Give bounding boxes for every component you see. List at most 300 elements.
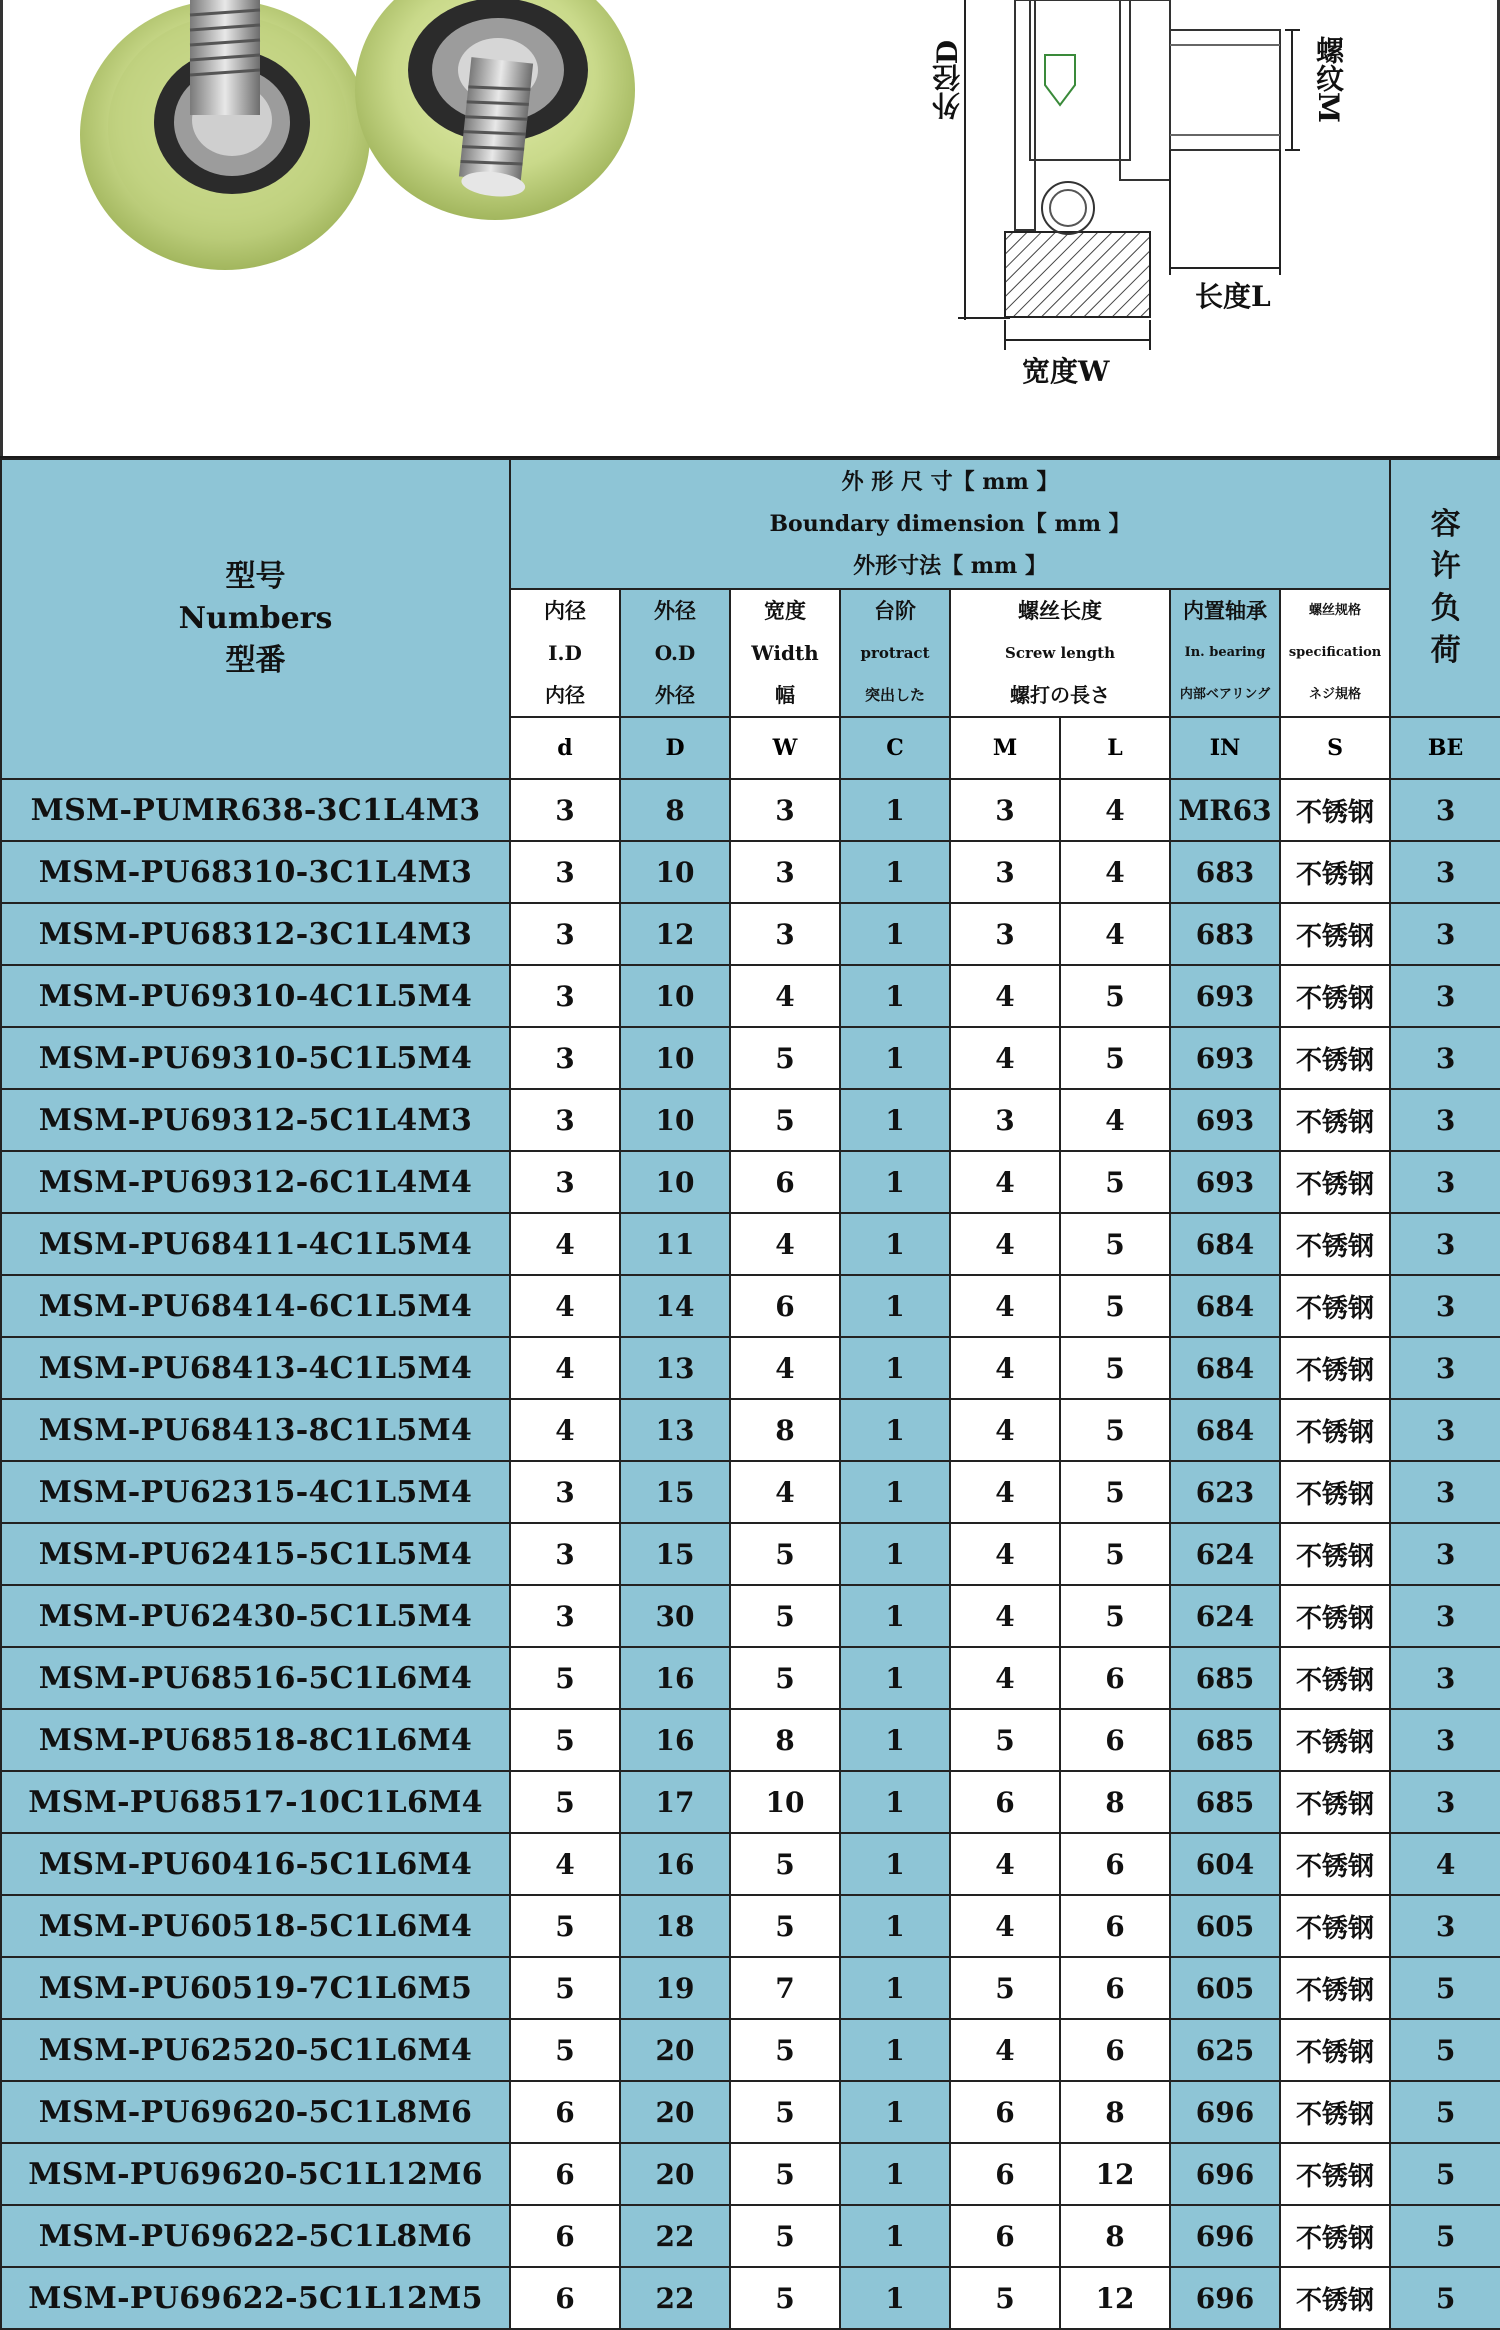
spec-cell: 不锈钢 bbox=[1280, 1833, 1390, 1895]
spec-cell: 不锈钢 bbox=[1280, 2143, 1390, 2205]
col-width-header: 宽度 Width 幅 bbox=[730, 589, 840, 717]
col-id-header: 内径 I.D 内径 bbox=[510, 589, 620, 717]
load-cell: 3 bbox=[1390, 1089, 1500, 1151]
width-cell: 3 bbox=[730, 779, 840, 841]
spec-cell: 不锈钢 bbox=[1280, 1337, 1390, 1399]
table-row bbox=[1, 1399, 1500, 1461]
id-cell: 6 bbox=[510, 2205, 620, 2267]
id-cell: 3 bbox=[510, 1151, 620, 1213]
model-cell: MSM-PU62415-5C1L5M4 bbox=[1, 1523, 510, 1585]
spec-cell: 不锈钢 bbox=[1280, 1523, 1390, 1585]
width-cell: 5 bbox=[730, 1647, 840, 1709]
od-cell: 10 bbox=[620, 965, 730, 1027]
protract-cell: 1 bbox=[840, 1647, 950, 1709]
thread-m-cell: 4 bbox=[950, 1151, 1060, 1213]
od-cell: 10 bbox=[620, 841, 730, 903]
protract-cell: 1 bbox=[840, 1275, 950, 1337]
load-cell: 5 bbox=[1390, 1957, 1500, 2019]
protract-cell: 1 bbox=[840, 1151, 950, 1213]
spec-cell: 不锈钢 bbox=[1280, 2019, 1390, 2081]
model-cell: MSM-PU60518-5C1L6M4 bbox=[1, 1895, 510, 1957]
model-cell: MSM-PU60416-5C1L6M4 bbox=[1, 1833, 510, 1895]
protract-cell: 1 bbox=[840, 1585, 950, 1647]
length-l-cell: 5 bbox=[1060, 1461, 1170, 1523]
symbol-D: D bbox=[620, 717, 730, 779]
spec-cell: 不锈钢 bbox=[1280, 1709, 1390, 1771]
spec-cell: 不锈钢 bbox=[1280, 1399, 1390, 1461]
length-l-cell: 6 bbox=[1060, 1957, 1170, 2019]
table-row bbox=[1, 1771, 1500, 1833]
load-cell: 3 bbox=[1390, 1213, 1500, 1275]
thread-m-cell: 5 bbox=[950, 1957, 1060, 2019]
pu-wheel-photo-1 bbox=[80, 0, 370, 270]
length-l-cell: 6 bbox=[1060, 2019, 1170, 2081]
id-cell: 3 bbox=[510, 779, 620, 841]
length-l-cell: 8 bbox=[1060, 2081, 1170, 2143]
protract-cell: 1 bbox=[840, 1771, 950, 1833]
product-header-area bbox=[0, 0, 1500, 458]
spec-cell: 不锈钢 bbox=[1280, 1089, 1390, 1151]
spec-cell: 不锈钢 bbox=[1280, 1027, 1390, 1089]
model-cell: MSM-PU68310-3C1L4M3 bbox=[1, 841, 510, 903]
load-cell: 3 bbox=[1390, 1027, 1500, 1089]
od-cell: 15 bbox=[620, 1523, 730, 1585]
symbol-L: L bbox=[1060, 717, 1170, 779]
model-cell: MSM-PU62315-4C1L5M4 bbox=[1, 1461, 510, 1523]
bearing-cell: 604 bbox=[1170, 1833, 1280, 1895]
bearing-cell: 696 bbox=[1170, 2081, 1280, 2143]
symbol-d: d bbox=[510, 717, 620, 779]
bearing-cell: 696 bbox=[1170, 2143, 1280, 2205]
table-row bbox=[1, 1523, 1500, 1585]
id-cell: 6 bbox=[510, 2081, 620, 2143]
table-row bbox=[1, 2267, 1500, 2329]
model-cell: MSM-PU62430-5C1L5M4 bbox=[1, 1585, 510, 1647]
label-outer-diameter: 外径D bbox=[931, 40, 964, 121]
pu-wheel-photo-2 bbox=[355, 0, 635, 220]
thread-m-cell: 4 bbox=[950, 1461, 1060, 1523]
load-cell: 3 bbox=[1390, 1585, 1500, 1647]
bearing-cell: MR63 bbox=[1170, 779, 1280, 841]
spec-cell: 不锈钢 bbox=[1280, 1213, 1390, 1275]
col-screw-length-header: 螺丝长度 Screw length 螺打の長さ bbox=[950, 589, 1170, 717]
thread-m-cell: 4 bbox=[950, 1585, 1060, 1647]
thread-m-cell: 4 bbox=[950, 1895, 1060, 1957]
od-cell: 22 bbox=[620, 2205, 730, 2267]
thread-m-cell: 5 bbox=[950, 1709, 1060, 1771]
od-cell: 20 bbox=[620, 2143, 730, 2205]
id-cell: 6 bbox=[510, 2267, 620, 2329]
load-cell: 3 bbox=[1390, 1461, 1500, 1523]
load-cell: 3 bbox=[1390, 779, 1500, 841]
id-cell: 4 bbox=[510, 1275, 620, 1337]
col-protract-header: 台阶 protract 突出した bbox=[840, 589, 950, 717]
length-l-cell: 12 bbox=[1060, 2267, 1170, 2329]
protract-cell: 1 bbox=[840, 1895, 950, 1957]
length-l-cell: 4 bbox=[1060, 841, 1170, 903]
bearing-cell: 684 bbox=[1170, 1399, 1280, 1461]
id-cell: 5 bbox=[510, 1771, 620, 1833]
protract-cell: 1 bbox=[840, 1523, 950, 1585]
symbol-IN: IN bbox=[1170, 717, 1280, 779]
protract-cell: 1 bbox=[840, 2205, 950, 2267]
width-cell: 4 bbox=[730, 1213, 840, 1275]
load-cell: 3 bbox=[1390, 841, 1500, 903]
od-cell: 13 bbox=[620, 1399, 730, 1461]
table-row bbox=[1, 2205, 1500, 2267]
thread-m-cell: 3 bbox=[950, 779, 1060, 841]
table-row bbox=[1, 1275, 1500, 1337]
id-cell: 4 bbox=[510, 1833, 620, 1895]
load-cell: 5 bbox=[1390, 2205, 1500, 2267]
protract-cell: 1 bbox=[840, 2267, 950, 2329]
model-cell: MSM-PUMR638-3C1L4M3 bbox=[1, 779, 510, 841]
table-row bbox=[1, 1213, 1500, 1275]
symbol-W: W bbox=[730, 717, 840, 779]
length-l-cell: 6 bbox=[1060, 1895, 1170, 1957]
load-cell: 5 bbox=[1390, 2143, 1500, 2205]
length-l-cell: 8 bbox=[1060, 2205, 1170, 2267]
spec-cell: 不锈钢 bbox=[1280, 903, 1390, 965]
bearing-cell: 625 bbox=[1170, 2019, 1280, 2081]
load-cell: 3 bbox=[1390, 903, 1500, 965]
bearing-cell: 605 bbox=[1170, 1895, 1280, 1957]
thread-m-cell: 4 bbox=[950, 1399, 1060, 1461]
od-cell: 8 bbox=[620, 779, 730, 841]
bearing-cell: 685 bbox=[1170, 1771, 1280, 1833]
table-row bbox=[1, 779, 1500, 841]
bearing-cell: 685 bbox=[1170, 1709, 1280, 1771]
id-cell: 3 bbox=[510, 1461, 620, 1523]
load-cell: 3 bbox=[1390, 1151, 1500, 1213]
thread-m-cell: 4 bbox=[950, 1027, 1060, 1089]
label-width: 宽度W bbox=[1022, 355, 1110, 388]
thread-m-cell: 6 bbox=[950, 1771, 1060, 1833]
bearing-cell: 696 bbox=[1170, 2205, 1280, 2267]
table-row bbox=[1, 2019, 1500, 2081]
protract-cell: 1 bbox=[840, 1027, 950, 1089]
od-cell: 17 bbox=[620, 1771, 730, 1833]
spec-cell: 不锈钢 bbox=[1280, 2205, 1390, 2267]
width-cell: 7 bbox=[730, 1957, 840, 2019]
id-cell: 3 bbox=[510, 903, 620, 965]
spec-cell: 不锈钢 bbox=[1280, 1957, 1390, 2019]
thread-m-cell: 4 bbox=[950, 1833, 1060, 1895]
protract-cell: 1 bbox=[840, 1337, 950, 1399]
length-l-cell: 5 bbox=[1060, 1399, 1170, 1461]
spec-cell: 不锈钢 bbox=[1280, 1275, 1390, 1337]
bearing-cell: 605 bbox=[1170, 1957, 1280, 2019]
width-cell: 10 bbox=[730, 1771, 840, 1833]
protract-cell: 1 bbox=[840, 903, 950, 965]
length-l-cell: 5 bbox=[1060, 1585, 1170, 1647]
width-cell: 5 bbox=[730, 2205, 840, 2267]
od-cell: 18 bbox=[620, 1895, 730, 1957]
col-spec-header: 螺丝规格 specification ネジ規格 bbox=[1280, 589, 1390, 717]
thread-m-cell: 6 bbox=[950, 2081, 1060, 2143]
length-l-cell: 6 bbox=[1060, 1647, 1170, 1709]
od-cell: 16 bbox=[620, 1647, 730, 1709]
length-l-cell: 12 bbox=[1060, 2143, 1170, 2205]
model-cell: MSM-PU69312-5C1L4M3 bbox=[1, 1089, 510, 1151]
id-cell: 5 bbox=[510, 1895, 620, 1957]
length-l-cell: 5 bbox=[1060, 1337, 1170, 1399]
table-row bbox=[1, 965, 1500, 1027]
load-cell: 3 bbox=[1390, 1523, 1500, 1585]
table-row bbox=[1, 2081, 1500, 2143]
id-cell: 5 bbox=[510, 2019, 620, 2081]
bearing-cell: 696 bbox=[1170, 2267, 1280, 2329]
length-l-cell: 6 bbox=[1060, 1709, 1170, 1771]
bearing-cell: 684 bbox=[1170, 1275, 1280, 1337]
width-cell: 5 bbox=[730, 1585, 840, 1647]
load-cell: 3 bbox=[1390, 1399, 1500, 1461]
model-cell: MSM-PU68411-4C1L5M4 bbox=[1, 1213, 510, 1275]
table-row bbox=[1, 1647, 1500, 1709]
width-cell: 4 bbox=[730, 1461, 840, 1523]
load-cell: 3 bbox=[1390, 1709, 1500, 1771]
spec-cell: 不锈钢 bbox=[1280, 2267, 1390, 2329]
width-cell: 5 bbox=[730, 2267, 840, 2329]
length-l-cell: 8 bbox=[1060, 1771, 1170, 1833]
model-cell: MSM-PU68413-4C1L5M4 bbox=[1, 1337, 510, 1399]
model-cell: MSM-PU69310-5C1L5M4 bbox=[1, 1027, 510, 1089]
id-cell: 3 bbox=[510, 1089, 620, 1151]
model-cell: MSM-PU68414-6C1L5M4 bbox=[1, 1275, 510, 1337]
bearing-cell: 693 bbox=[1170, 1151, 1280, 1213]
thread-m-cell: 3 bbox=[950, 903, 1060, 965]
protract-cell: 1 bbox=[840, 779, 950, 841]
protract-cell: 1 bbox=[840, 1089, 950, 1151]
table-row bbox=[1, 1151, 1500, 1213]
load-cell: 3 bbox=[1390, 1275, 1500, 1337]
product-images bbox=[0, 0, 1500, 458]
od-cell: 19 bbox=[620, 1957, 730, 2019]
model-cell: MSM-PU68518-8C1L6M4 bbox=[1, 1709, 510, 1771]
width-cell: 5 bbox=[730, 2019, 840, 2081]
symbol-S: S bbox=[1280, 717, 1390, 779]
load-cell: 5 bbox=[1390, 2019, 1500, 2081]
model-cell: MSM-PU69622-5C1L8M6 bbox=[1, 2205, 510, 2267]
load-cell: 3 bbox=[1390, 965, 1500, 1027]
table-row bbox=[1, 2143, 1500, 2205]
spec-cell: 不锈钢 bbox=[1280, 841, 1390, 903]
load-header: 容 许 负 荷 bbox=[1390, 459, 1500, 717]
protract-cell: 1 bbox=[840, 2081, 950, 2143]
id-cell: 6 bbox=[510, 2143, 620, 2205]
od-cell: 10 bbox=[620, 1089, 730, 1151]
od-cell: 16 bbox=[620, 1833, 730, 1895]
bearing-cell: 685 bbox=[1170, 1647, 1280, 1709]
bearing-cell: 693 bbox=[1170, 965, 1280, 1027]
thread-m-cell: 4 bbox=[950, 1647, 1060, 1709]
thread-m-cell: 4 bbox=[950, 965, 1060, 1027]
length-l-cell: 4 bbox=[1060, 1089, 1170, 1151]
od-cell: 10 bbox=[620, 1027, 730, 1089]
symbol-M: M bbox=[950, 717, 1060, 779]
thread-m-cell: 4 bbox=[950, 1275, 1060, 1337]
bearing-cell: 623 bbox=[1170, 1461, 1280, 1523]
table-row bbox=[1, 903, 1500, 965]
protract-cell: 1 bbox=[840, 2143, 950, 2205]
od-cell: 22 bbox=[620, 2267, 730, 2329]
col-od-header: 外径 O.D 外径 bbox=[620, 589, 730, 717]
id-cell: 3 bbox=[510, 1585, 620, 1647]
protract-cell: 1 bbox=[840, 1461, 950, 1523]
od-cell: 10 bbox=[620, 1151, 730, 1213]
od-cell: 14 bbox=[620, 1275, 730, 1337]
thread-m-cell: 4 bbox=[950, 2019, 1060, 2081]
load-cell: 4 bbox=[1390, 1833, 1500, 1895]
table-row bbox=[1, 841, 1500, 903]
model-cell: MSM-PU69310-4C1L5M4 bbox=[1, 965, 510, 1027]
thread-m-cell: 4 bbox=[950, 1523, 1060, 1585]
bearing-cell: 684 bbox=[1170, 1337, 1280, 1399]
length-l-cell: 5 bbox=[1060, 1213, 1170, 1275]
table-row bbox=[1, 1027, 1500, 1089]
table-row bbox=[1, 1089, 1500, 1151]
od-cell: 30 bbox=[620, 1585, 730, 1647]
load-cell: 3 bbox=[1390, 1647, 1500, 1709]
model-cell: MSM-PU68516-5C1L6M4 bbox=[1, 1647, 510, 1709]
model-cell: MSM-PU68312-3C1L4M3 bbox=[1, 903, 510, 965]
label-length: 长度L bbox=[1195, 280, 1271, 313]
thread-m-cell: 6 bbox=[950, 2205, 1060, 2267]
id-cell: 5 bbox=[510, 1957, 620, 2019]
model-header: 型号 Numbers 型番 bbox=[1, 459, 510, 779]
load-cell: 5 bbox=[1390, 2081, 1500, 2143]
protract-cell: 1 bbox=[840, 1957, 950, 2019]
protract-cell: 1 bbox=[840, 1213, 950, 1275]
od-cell: 20 bbox=[620, 2019, 730, 2081]
protract-cell: 1 bbox=[840, 1833, 950, 1895]
model-cell: MSM-PU68517-10C1L6M4 bbox=[1, 1771, 510, 1833]
bearing-cell: 684 bbox=[1170, 1213, 1280, 1275]
spec-cell: 不锈钢 bbox=[1280, 779, 1390, 841]
length-l-cell: 5 bbox=[1060, 1151, 1170, 1213]
bearing-cell: 683 bbox=[1170, 903, 1280, 965]
id-cell: 4 bbox=[510, 1213, 620, 1275]
model-cell: MSM-PU60519-7C1L6M5 bbox=[1, 1957, 510, 2019]
model-cell: MSM-PU69620-5C1L12M6 bbox=[1, 2143, 510, 2205]
dimension-header: 外 形 尺 寸【 mm 】 Boundary dimension【 mm 】 外形寸法【 mm 】 bbox=[510, 459, 1390, 589]
bearing-cell: 693 bbox=[1170, 1027, 1280, 1089]
protract-cell: 1 bbox=[840, 1399, 950, 1461]
thread-m-cell: 5 bbox=[950, 2267, 1060, 2329]
col-bearing-header: 内置轴承 In. bearing 内部ベアリング bbox=[1170, 589, 1280, 717]
od-cell: 20 bbox=[620, 2081, 730, 2143]
id-cell: 4 bbox=[510, 1337, 620, 1399]
od-cell: 16 bbox=[620, 1709, 730, 1771]
protract-cell: 1 bbox=[840, 2019, 950, 2081]
thread-m-cell: 4 bbox=[950, 1337, 1060, 1399]
length-l-cell: 4 bbox=[1060, 903, 1170, 965]
od-cell: 13 bbox=[620, 1337, 730, 1399]
spec-cell: 不锈钢 bbox=[1280, 1585, 1390, 1647]
thread-m-cell: 6 bbox=[950, 2143, 1060, 2205]
id-cell: 3 bbox=[510, 1027, 620, 1089]
table-row bbox=[1, 1833, 1500, 1895]
table-row bbox=[1, 1337, 1500, 1399]
length-l-cell: 5 bbox=[1060, 965, 1170, 1027]
thread-m-cell: 3 bbox=[950, 841, 1060, 903]
width-cell: 5 bbox=[730, 1523, 840, 1585]
width-cell: 5 bbox=[730, 2143, 840, 2205]
bearing-cell: 683 bbox=[1170, 841, 1280, 903]
spec-cell: 不锈钢 bbox=[1280, 965, 1390, 1027]
id-cell: 5 bbox=[510, 1647, 620, 1709]
width-cell: 8 bbox=[730, 1709, 840, 1771]
length-l-cell: 5 bbox=[1060, 1275, 1170, 1337]
table-row bbox=[1, 1895, 1500, 1957]
label-thread: 螺纹M bbox=[1312, 36, 1345, 123]
spec-cell: 不锈钢 bbox=[1280, 1895, 1390, 1957]
spec-cell: 不锈钢 bbox=[1280, 1151, 1390, 1213]
id-cell: 4 bbox=[510, 1399, 620, 1461]
width-cell: 5 bbox=[730, 2081, 840, 2143]
load-cell: 3 bbox=[1390, 1895, 1500, 1957]
width-cell: 8 bbox=[730, 1399, 840, 1461]
length-l-cell: 6 bbox=[1060, 1833, 1170, 1895]
id-cell: 3 bbox=[510, 1523, 620, 1585]
length-l-cell: 5 bbox=[1060, 1523, 1170, 1585]
width-cell: 4 bbox=[730, 1337, 840, 1399]
width-cell: 3 bbox=[730, 903, 840, 965]
width-cell: 5 bbox=[730, 1895, 840, 1957]
protract-cell: 1 bbox=[840, 965, 950, 1027]
symbol-C: C bbox=[840, 717, 950, 779]
table-row bbox=[1, 1461, 1500, 1523]
load-cell: 3 bbox=[1390, 1337, 1500, 1399]
id-cell: 3 bbox=[510, 841, 620, 903]
length-l-cell: 5 bbox=[1060, 1027, 1170, 1089]
id-cell: 5 bbox=[510, 1709, 620, 1771]
od-cell: 12 bbox=[620, 903, 730, 965]
table-row bbox=[1, 1957, 1500, 2019]
spec-cell: 不锈钢 bbox=[1280, 1461, 1390, 1523]
od-cell: 15 bbox=[620, 1461, 730, 1523]
od-cell: 11 bbox=[620, 1213, 730, 1275]
id-cell: 3 bbox=[510, 965, 620, 1027]
length-l-cell: 4 bbox=[1060, 779, 1170, 841]
bearing-cell: 624 bbox=[1170, 1585, 1280, 1647]
width-cell: 4 bbox=[730, 965, 840, 1027]
thread-m-cell: 3 bbox=[950, 1089, 1060, 1151]
model-cell: MSM-PU62520-5C1L6M4 bbox=[1, 2019, 510, 2081]
model-cell: MSM-PU68413-8C1L5M4 bbox=[1, 1399, 510, 1461]
model-cell: MSM-PU69620-5C1L8M6 bbox=[1, 2081, 510, 2143]
symbol-BE: BE bbox=[1390, 717, 1500, 779]
spec-cell: 不锈钢 bbox=[1280, 2081, 1390, 2143]
bearing-cell: 624 bbox=[1170, 1523, 1280, 1585]
thread-m-cell: 4 bbox=[950, 1213, 1060, 1275]
width-cell: 5 bbox=[730, 1089, 840, 1151]
protract-cell: 1 bbox=[840, 841, 950, 903]
spec-cell: 不锈钢 bbox=[1280, 1771, 1390, 1833]
width-cell: 6 bbox=[730, 1151, 840, 1213]
width-cell: 5 bbox=[730, 1833, 840, 1895]
table-row bbox=[1, 1709, 1500, 1771]
load-cell: 5 bbox=[1390, 2267, 1500, 2329]
load-cell: 3 bbox=[1390, 1771, 1500, 1833]
model-cell: MSM-PU69622-5C1L12M5 bbox=[1, 2267, 510, 2329]
width-cell: 5 bbox=[730, 1027, 840, 1089]
model-cell: MSM-PU69312-6C1L4M4 bbox=[1, 1151, 510, 1213]
bearing-cell: 693 bbox=[1170, 1089, 1280, 1151]
spec-cell: 不锈钢 bbox=[1280, 1647, 1390, 1709]
protract-cell: 1 bbox=[840, 1709, 950, 1771]
width-cell: 3 bbox=[730, 841, 840, 903]
